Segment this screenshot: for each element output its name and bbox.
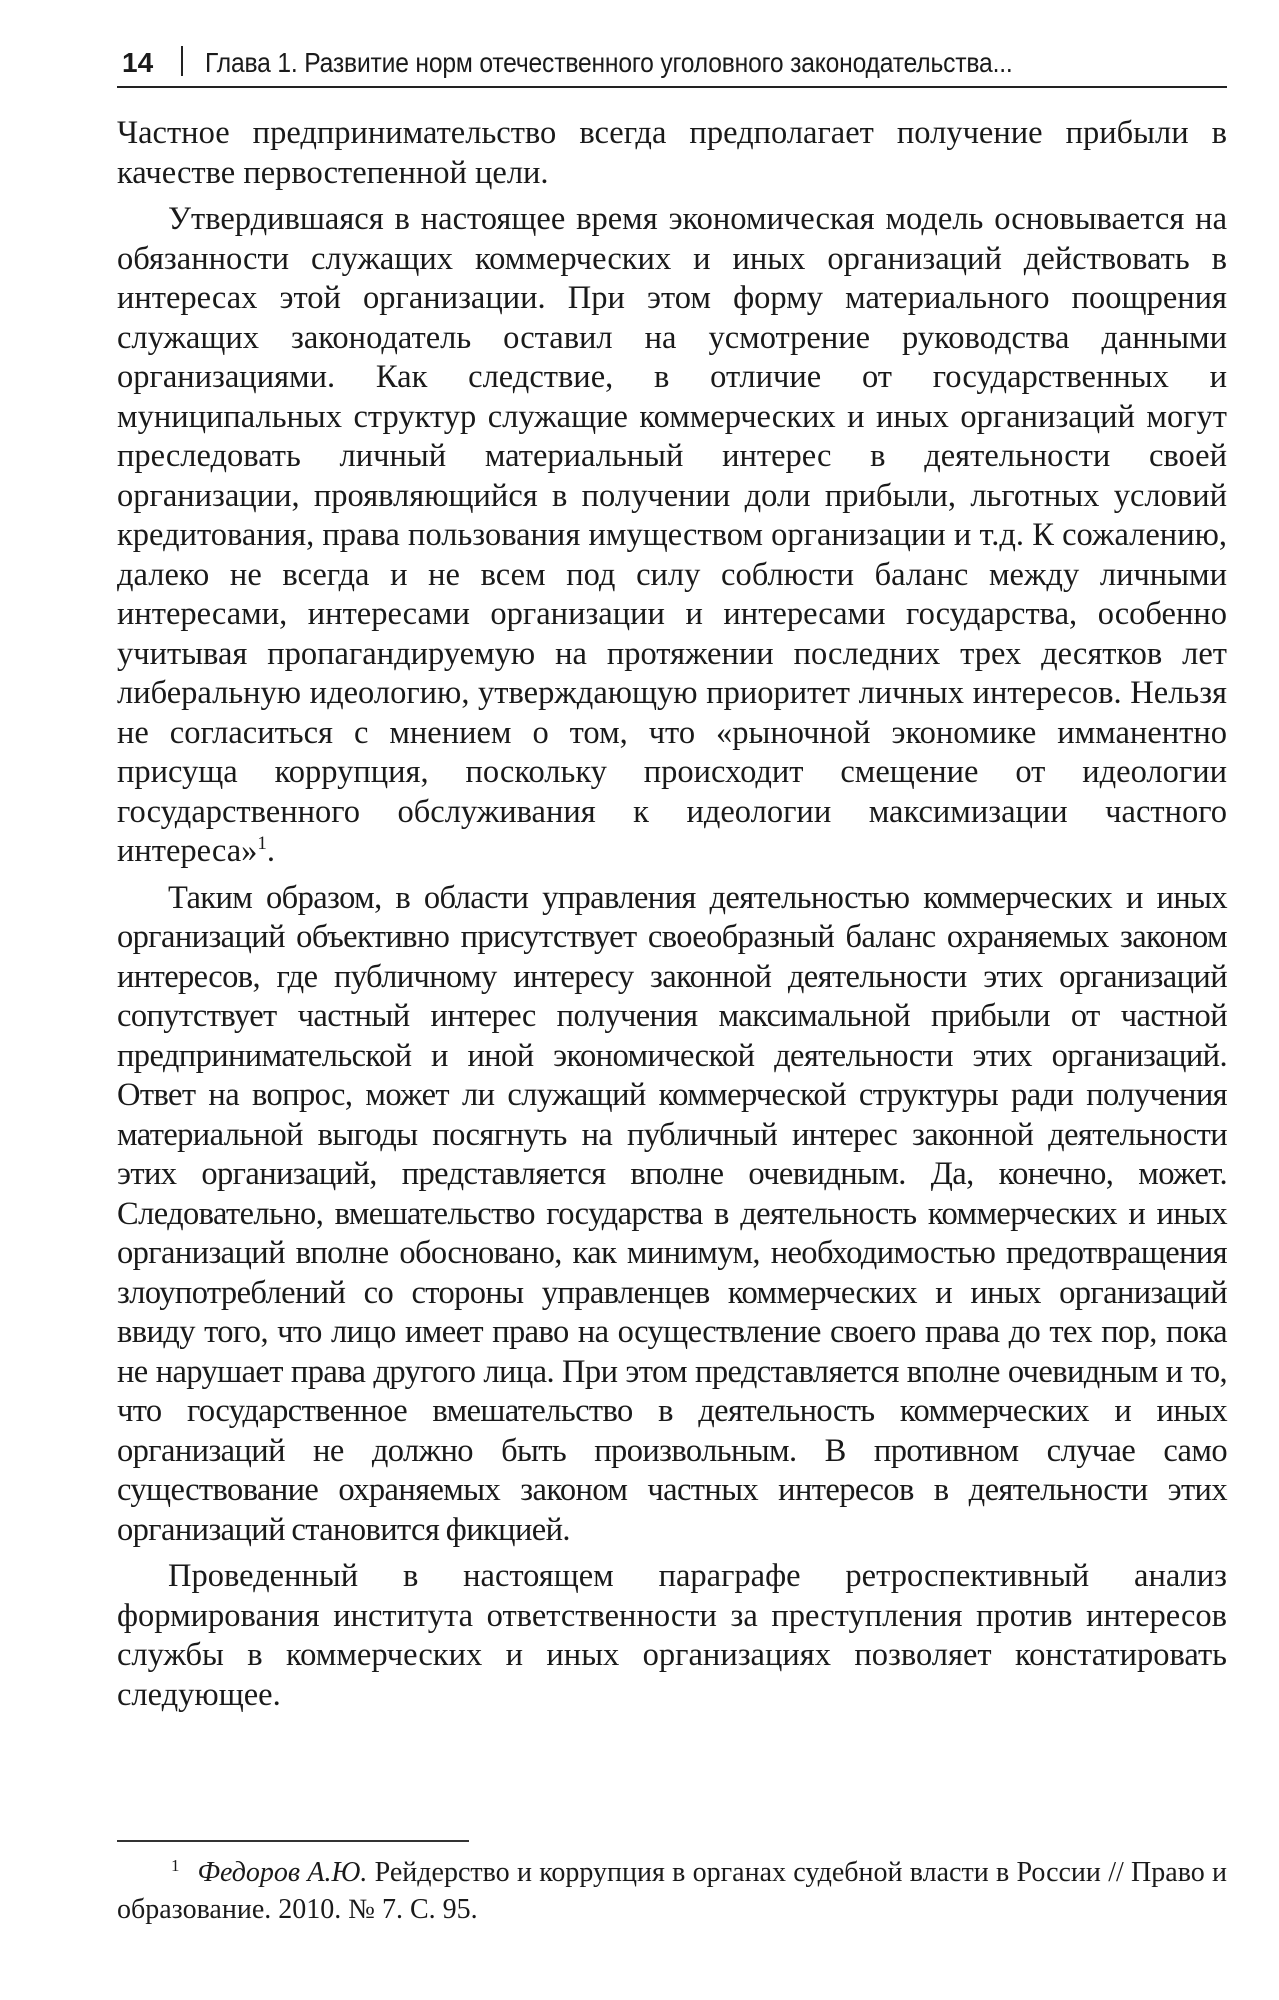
footnote-divider — [117, 1840, 469, 1842]
footnote — [117, 1854, 1227, 1928]
header-separator — [181, 46, 183, 76]
paragraph-text: Проведенный в настоящем параграфе ретроспективный анализ формирования института ответственности за преступления против интересов службы в коммерческих и иных организациях позволяет констатировать следующее. — [117, 1558, 1227, 1713]
footnote-text: Рейдерство и коррупция в органах судебной власти в России // Право и образование. 2010. № 7. С. 95. — [117, 1857, 1228, 1925]
paragraph-text: Таким образом, в области управления деятельностью коммерческих и иных организаций объективно присутствует своеобразный баланс охраняемых законом интересов, где публичному интересу законной деятельности этих организаций сопутствует частный интерес получения максимальной прибыли от частной предпринимательской и иной экономической деятельности этих организаций. Ответ на вопрос, может ли служащий коммерческой структуры ради получения материальной выгоды посягнуть на публичный интерес законной деятельности этих организаций, представляется вполне очевидным. Да, конечно, может. Следовательно, вмешательство государства в деятельность коммерческих и иных организаций вполне обосновано, как минимум, необходимостью предотвращения злоупотреблений со стороны управленцев коммерческих и иных организаций ввиду того, что лицо имеет право на осуществление своего права до тех пор, пока не нарушает права другого лица. При этом представляется вполне очевидным и то, что государственное вмешательство в деятельность коммерческих и иных организаций не должно быть произвольным. В противном случае само существование охраняемых законом частных интересов в деятельности этих организаций становится фикцией. — [117, 879, 1227, 1548]
paragraph-3 — [117, 879, 1227, 1551]
paragraph-4 — [117, 1557, 1227, 1715]
main-text — [117, 114, 1227, 1715]
footnote-mark: 1 — [171, 1856, 180, 1875]
footnote-reference[interactable]: 1 — [257, 833, 267, 854]
paragraph-2 — [117, 200, 1227, 872]
paragraph-1 — [117, 114, 1227, 193]
paragraph-text-end: . — [266, 833, 276, 869]
page-number: 14 — [122, 47, 154, 78]
running-header — [117, 40, 1227, 88]
paragraph-text: Частное предпринимательство всегда предполагает получение прибыли в качестве первостепенной цели. — [117, 115, 1227, 191]
chapter-title: Глава 1. Развитие норм отечественного уголовного законодательства... — [205, 47, 1013, 78]
paragraph-text: Утвердившаяся в настоящее время экономическая модель основывается на обязанности служащих коммерческих и иных организаций действовать в интересах этой организации. При этом форму материального поощрения служащих законодатель оставил на усмотрение руководства данными организациями. Как следствие, в отличие от государственных и муниципальных структур служащие коммерческих и иных организаций могут преследовать личный материальный интерес в деятельности своей организации, проявляющийся в получении доли прибыли, льготных условий кредитования, права пользования имуществом организации и т.д. К сожалению, далеко не всегда и не всем под силу соблюсти баланс между личными интересами, интересами организации и интересами государства, особенно учитывая пропагандируемую на протяжении последних трех десятков лет либеральную идеологию, утверждающую приоритет личных интересов. Нельзя не согласиться с мнением о том, что «рыночной экономике имманентно присуща коррупция, поскольку происходит смещение от идеологии государственного обслуживания к идеологии максимизации частного интереса» — [117, 201, 1227, 869]
footnote-author: Федоров А.Ю. — [197, 1857, 368, 1888]
